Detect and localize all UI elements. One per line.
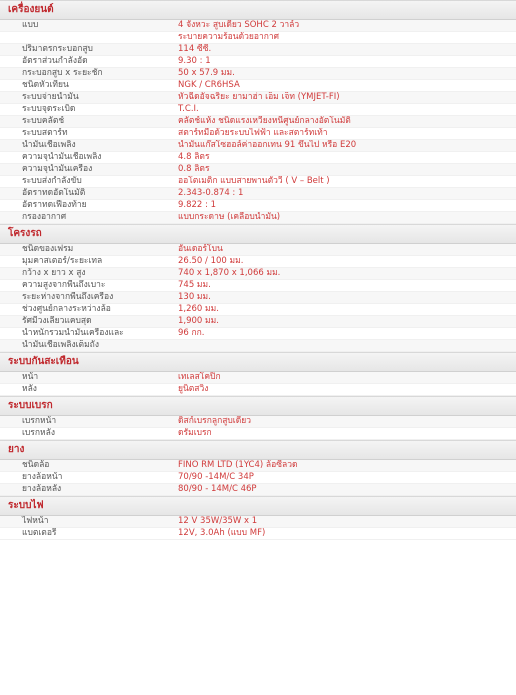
spec-row [0,268,516,280]
spec-value: ออโตเมติก แบบสายพานตัววี ( V – Belt ) [172,176,516,188]
section-title: ระบบไฟ [0,496,516,516]
spec-section [0,396,516,440]
spec-row [0,140,516,152]
spec-row [0,316,516,328]
spec-row [0,472,516,484]
spec-label: เบรกหน้า [0,416,172,428]
spec-label: ระบบสตาร์ท [0,128,172,140]
spec-value: 1,260 มม. [172,304,516,316]
spec-section [0,224,516,352]
spec-value: ระบายความร้อนด้วยอากาศ [172,32,516,44]
spec-value: เทเลสโคปิก [172,372,516,384]
spec-row [0,128,516,140]
spec-row [0,428,516,440]
spec-row [0,460,516,472]
spec-table [0,460,516,496]
spec-row [0,92,516,104]
spec-row [0,68,516,80]
spec-value: 4.8 ลิตร [172,152,516,164]
spec-label: เบรกหลัง [0,428,172,440]
spec-value: 9.30 : 1 [172,56,516,68]
section-title: ระบบเบรก [0,396,516,416]
spec-row [0,416,516,428]
spec-row [0,200,516,212]
spec-row [0,188,516,200]
spec-row [0,212,516,224]
spec-value: 9.822 : 1 [172,200,516,212]
spec-value: 740 x 1,870 x 1,066 มม. [172,268,516,280]
spec-row [0,528,516,540]
spec-label: รัศมีวงเลี้ยวแคบสุด [0,316,172,328]
spec-value: NGK / CR6HSA [172,80,516,92]
spec-value: ยูนิตสวิง [172,384,516,396]
spec-row [0,340,516,352]
spec-row [0,164,516,176]
spec-row [0,104,516,116]
spec-row [0,484,516,496]
spec-label: อัตราทดอัตโนมัติ [0,188,172,200]
spec-label: ความสูงจากพื้นถึงเบาะ [0,280,172,292]
spec-row [0,80,516,92]
spec-value: 12V, 3.0Ah (แบบ MF) [172,528,516,540]
spec-row [0,152,516,164]
spec-value: 4 จังหวะ สูบเดียว SOHC 2 วาล์ว [172,20,516,32]
spec-row [0,116,516,128]
section-title: ระบบกันสะเทือน [0,352,516,372]
spec-label: น้ำหนักรวมน้ำมันเครื่องและ [0,328,172,340]
spec-row [0,372,516,384]
spec-row [0,256,516,268]
section-title: เครื่องยนต์ [0,0,516,20]
spec-value: 26.50 / 100 มม. [172,256,516,268]
spec-label: ความจุน้ำมันเครื่อง [0,164,172,176]
spec-row [0,516,516,528]
spec-label: ไฟหน้า [0,516,172,528]
spec-value: แบบกระดาษ (เคลือบน้ำมัน) [172,212,516,224]
spec-label: แบตเตอรี่ [0,528,172,540]
spec-value: 0.8 ลิตร [172,164,516,176]
spec-table [0,20,516,224]
spec-section [0,496,516,540]
spec-row [0,384,516,396]
spec-label: หน้า [0,372,172,384]
spec-row [0,304,516,316]
spec-value: 745 มม. [172,280,516,292]
spec-label: ยางล้อหน้า [0,472,172,484]
spec-section [0,440,516,496]
spec-label: น้ำมันเชื้อเพลิง [0,140,172,152]
spec-value: 50 x 57.9 มม. [172,68,516,80]
spec-value: 12 V 35W/35W x 1 [172,516,516,528]
section-title: โครงรถ [0,224,516,244]
spec-value: สตาร์ทมือด้วยระบบไฟฟ้า และสตาร์ทเท้า [172,128,516,140]
spec-label: ระบบจ่ายน้ำมัน [0,92,172,104]
spec-value: ดิสก์เบรกลูกสูบเดี่ยว [172,416,516,428]
spec-row [0,292,516,304]
spec-value: 2.343-0.874 : 1 [172,188,516,200]
spec-label: ชนิดของเฟรม [0,244,172,256]
spec-value: 80/90 - 14M/C 46P [172,484,516,496]
spec-row [0,280,516,292]
spec-label: อัตราส่วนกำลังอัด [0,56,172,68]
spec-value [172,340,516,352]
spec-label: มุมคาสเตอร์/ระยะเทล [0,256,172,268]
spec-row [0,244,516,256]
spec-value: คลัตช์แห้ง ชนิดแรงเหวี่ยงหนีศูนย์กลางอัตโนมัติ [172,116,516,128]
spec-table [0,372,516,396]
spec-label: อัตราทดเฟืองท้าย [0,200,172,212]
spec-label: ระบบส่งกำลังขับ [0,176,172,188]
spec-value: 70/90 -14M/C 34P [172,472,516,484]
spec-table [0,516,516,540]
spec-value: อันเดอร์โบน [172,244,516,256]
spec-value: 130 มม. [172,292,516,304]
spec-row [0,20,516,32]
spec-label: ความจุน้ำมันเชื้อเพลิง [0,152,172,164]
spec-value: 96 กก. [172,328,516,340]
spec-label: แบบ [0,20,172,32]
spec-value: T.C.I. [172,104,516,116]
spec-label: กว้าง x ยาว x สูง [0,268,172,280]
spec-value: หัวฉีดอัจฉริยะ ยามาฮ่า เอ็ม เจ็ท (YMJET-FI) [172,92,516,104]
spec-row [0,56,516,68]
spec-table [0,416,516,440]
spec-value: น้ำมันแก๊สโซฮอล์ค่าออกเทน 91 ขึ้นไป หรือ E20 [172,140,516,152]
spec-row [0,328,516,340]
spec-section [0,0,516,224]
spec-row [0,32,516,44]
spec-label: ระบบคลัตช์ [0,116,172,128]
spec-label: ปริมาตรกระบอกสูบ [0,44,172,56]
spec-label: ชนิดหัวเทียน [0,80,172,92]
spec-table [0,244,516,352]
spec-label: ชนิดล้อ [0,460,172,472]
spec-label: ช่วงศูนย์กลางระหว่างล้อ [0,304,172,316]
spec-label: กระบอกสูบ x ระยะชัก [0,68,172,80]
spec-value: ดรัมเบรก [172,428,516,440]
spec-row [0,44,516,56]
spec-label: ระยะห่างจากพื้นถึงเครื่อง [0,292,172,304]
spec-label: ยางล้อหลัง [0,484,172,496]
spec-label: ระบบจุดระเบิด [0,104,172,116]
spec-value: FINO RM LTD (1YC4) ล้อซี่ลวด [172,460,516,472]
spec-label: หลัง [0,384,172,396]
spec-label [0,32,172,44]
spec-label: น้ำมันเชื้อเพลิงเต็มถัง [0,340,172,352]
spec-section [0,352,516,396]
spec-value: 1,900 มม. [172,316,516,328]
spec-row [0,176,516,188]
section-title: ยาง [0,440,516,460]
spec-label: กรองอากาศ [0,212,172,224]
spec-value: 114 ซีซี. [172,44,516,56]
